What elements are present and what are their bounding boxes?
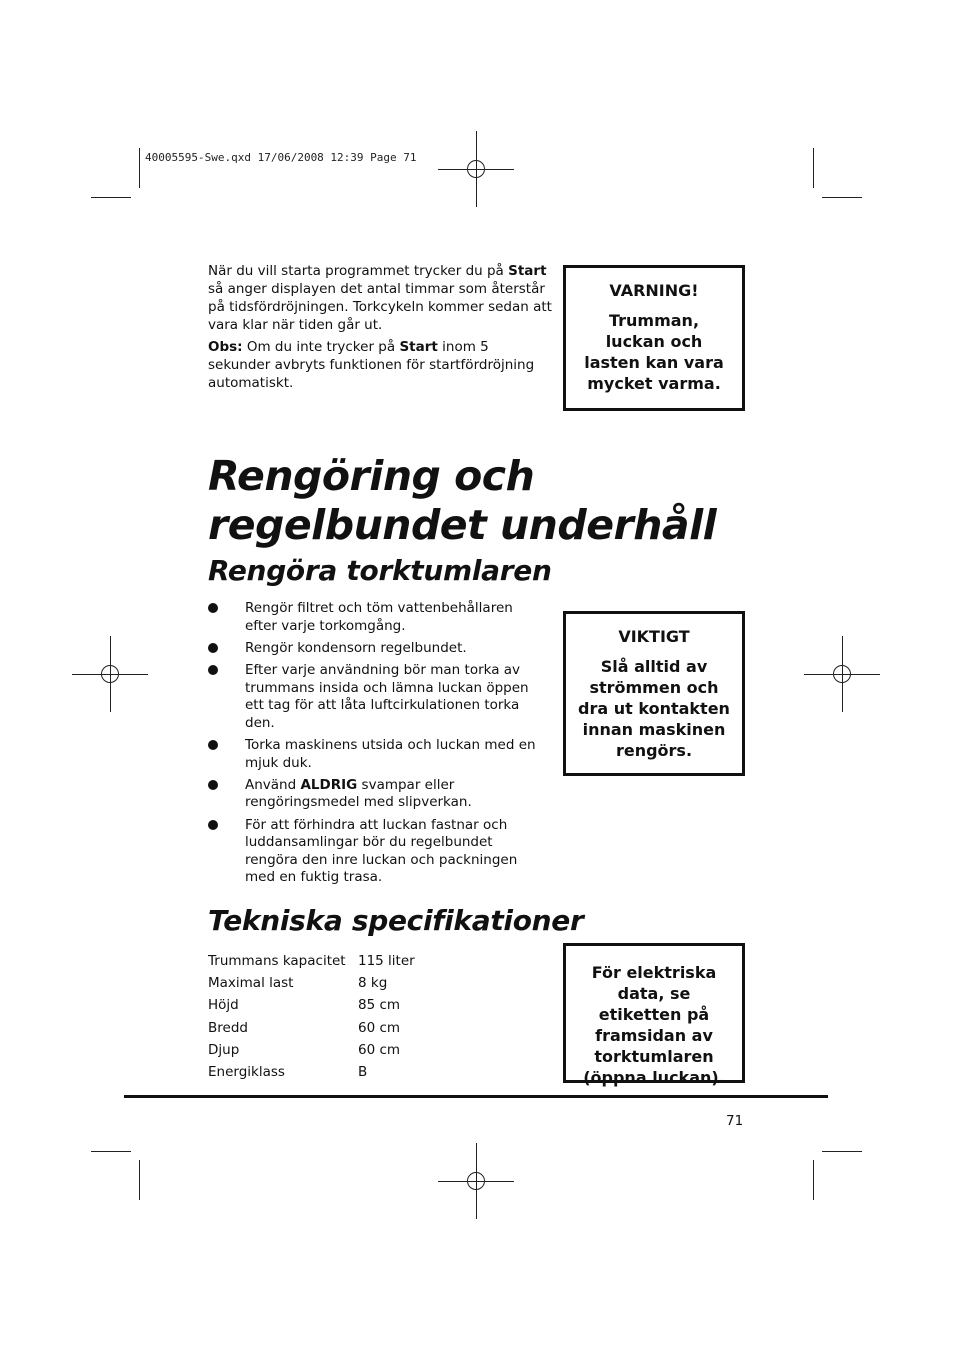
footer-rule [124, 1095, 828, 1098]
bullet-icon [208, 643, 218, 653]
crop-mark [91, 1151, 131, 1152]
list-item: Efter varje användning bör man torka av trummans insida och lämna luckan öppen ett tag för att låta luftcirkulationen torka den. [208, 662, 538, 732]
list-item: Torka maskinens utsida och luckan med en mjuk duk. [208, 737, 538, 772]
bullet-icon [208, 820, 218, 830]
table-row: Trummans kapacitet 115 liter [208, 953, 415, 970]
list-item: Använd ALDRIG svampar eller rengöringsmedel med slipverkan. [208, 777, 538, 812]
table-row: Maximal last 8 kg [208, 975, 388, 992]
important-box [563, 611, 745, 776]
electrical-info-box [563, 943, 745, 1087]
page-title: Rengöring och regelbundet underhåll [208, 452, 717, 549]
registration-mark-icon [72, 636, 148, 712]
section-heading-cleaning: Rengöra torktumlaren [208, 554, 552, 587]
crop-mark [813, 1160, 814, 1200]
bullet-icon [208, 665, 218, 675]
table-row: Djup 60 cm [208, 1041, 401, 1058]
registration-mark-icon [438, 131, 514, 207]
list-item: För att förhindra att luckan fastnar och luddansamlingar bör du regelbundet rengöra den inre luckan och packningen med en fuktig trasa. [208, 817, 538, 887]
specs-table [208, 950, 415, 1083]
list-item: Rengör filtret och töm vattenbehållaren efter varje torkomgång. [208, 600, 538, 635]
crop-mark [822, 197, 862, 198]
intro-paragraph-note: Obs: Om du inte trycker på Start inom 5 sekunder avbryts funktionen för startfördröjning automatiskt. [208, 339, 535, 391]
intro-paragraph-start: När du vill starta programmet trycker du på Start så anger displayen det antal timmar som återstår på tidsfördröjningen. Torkcykeln kommer sedan att vara klar när tiden går ut. [208, 263, 552, 333]
bullet-icon [208, 740, 218, 750]
warning-title: VARNING! [609, 281, 699, 300]
crop-mark [139, 1160, 140, 1200]
registration-mark-icon [804, 636, 880, 712]
bullet-icon [208, 603, 218, 613]
electrical-info-text: För elektriska data, se etiketten på framsidan av torktumlaren (öppna luckan). [583, 963, 725, 1087]
table-row: Energiklass B [208, 1064, 368, 1081]
warning-box [563, 265, 745, 411]
crop-mark [813, 148, 814, 188]
cleaning-list [208, 600, 538, 891]
warning-text: Trumman, luckan och lasten kan vara mycket varma. [584, 311, 724, 393]
registration-mark-icon [438, 1143, 514, 1219]
list-item: Rengör kondensorn regelbundet. [208, 640, 538, 658]
table-row: Bredd 60 cm [208, 1019, 401, 1036]
important-title: VIKTIGT [618, 627, 690, 646]
crop-mark [91, 197, 131, 198]
crop-mark [139, 148, 140, 188]
important-text: Slå alltid av strömmen och dra ut kontakten innan maskinen rengörs. [578, 657, 730, 760]
intro-text [208, 262, 553, 396]
table-row: Höjd 85 cm [208, 997, 401, 1014]
crop-mark [822, 1151, 862, 1152]
page-number: 71 [726, 1113, 744, 1129]
section-heading-specs: Tekniska specifikationer [208, 904, 584, 937]
bullet-icon [208, 780, 218, 790]
printer-slug: 40005595-Swe.qxd 17/06/2008 12:39 Page 71 [145, 151, 417, 164]
